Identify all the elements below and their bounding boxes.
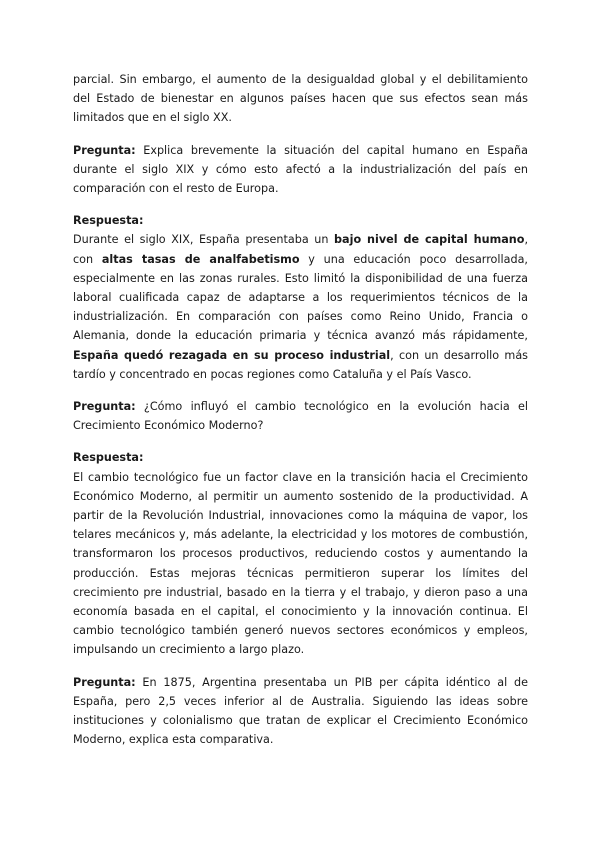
answer-1-paragraph	[73, 230, 528, 384]
question-2-text: ¿Cómo influyó el cambio tecnológico en la evolución hacia el Crecimiento Económico Moderno?	[73, 400, 528, 433]
document-page	[73, 70, 528, 763]
answer-1-text-4: , con un desarrollo más tardío y concentrado en pocas regiones como Cataluña y el País Vasco.	[73, 348, 528, 381]
answer-1-text-3: y una educación poco desarrollada, especialmente en las zonas rurales. Esto limitó la disponibilidad de una fuerza laboral cualificada capaz de adaptarse a los requerimientos técnicos de la industrialización. En comparación con países como Reino Unido, Francia o Alemania, donde la educación primaria y técnica avanzó más rápidamente,	[73, 252, 528, 343]
answer-1-text-1: Durante el siglo XIX, España presentaba un	[73, 233, 335, 247]
question-3	[73, 673, 528, 750]
answer-1-bold-1: bajo nivel de capital humano	[334, 233, 525, 247]
question-1	[73, 141, 528, 199]
answer-1	[73, 211, 528, 384]
continuation-paragraph: parcial. Sin embargo, el aumento de la desigualdad global y el debilitamiento del Estado de bienestar en algunos países hacen que sus efectos sean más limitados que en el siglo XX.	[73, 73, 528, 125]
answer-2	[73, 448, 528, 659]
answer-2-paragraph: El cambio tecnológico fue un factor clave en la transición hacia el Crecimiento Económico Moderno, al permitir un aumento sostenido de la productividad. A partir de la Revolución Industrial, innovaciones como la máquina de vapor, los telares mecánicos y, más adelante, la electricidad y los motores de combustión, transformaron los procesos productivos, reduciendo costos y aumentando la producción. Estas mejoras técnicas permitieron superar los límites del crecimiento pre industrial, basado en la tierra y el trabajo, y dieron paso a una economía basada en el capital, el conocimiento y la innovación continua. El cambio tecnológico también generó nuevos sectores económicos y empleos, impulsando un crecimiento a largo plazo.	[73, 470, 528, 657]
question-3-label: Pregunta:	[73, 675, 136, 689]
answer-1-heading: Respuesta:	[73, 214, 144, 228]
question-2-label: Pregunta:	[73, 400, 136, 414]
question-3-paragraph	[73, 673, 528, 750]
question-1-text: Explica brevemente la situación del capital humano en España durante el siglo XIX y cómo esto afectó a la industrialización del país en comparación con el resto de Europa.	[73, 143, 528, 196]
question-1-label: Pregunta:	[73, 143, 136, 157]
answer-2-heading: Respuesta:	[73, 451, 144, 465]
continuation-block	[73, 70, 528, 128]
answer-1-text-2: , con	[73, 233, 528, 266]
question-2	[73, 397, 528, 435]
answer-1-bold-2: altas tasas de analfabetismo	[101, 252, 300, 266]
question-2-paragraph	[73, 397, 528, 435]
question-1-paragraph	[73, 141, 528, 199]
question-3-text: En 1875, Argentina presentaba un PIB per cápita idéntico al de España, pero 2,5 veces inferior al de Australia. Siguiendo las ideas sobre instituciones y colonialismo que tratan de explicar el Crecimiento Económico Moderno, explica esta comparativa.	[73, 675, 528, 747]
answer-1-bold-3: España quedó rezagada en su proceso industrial	[73, 348, 391, 362]
